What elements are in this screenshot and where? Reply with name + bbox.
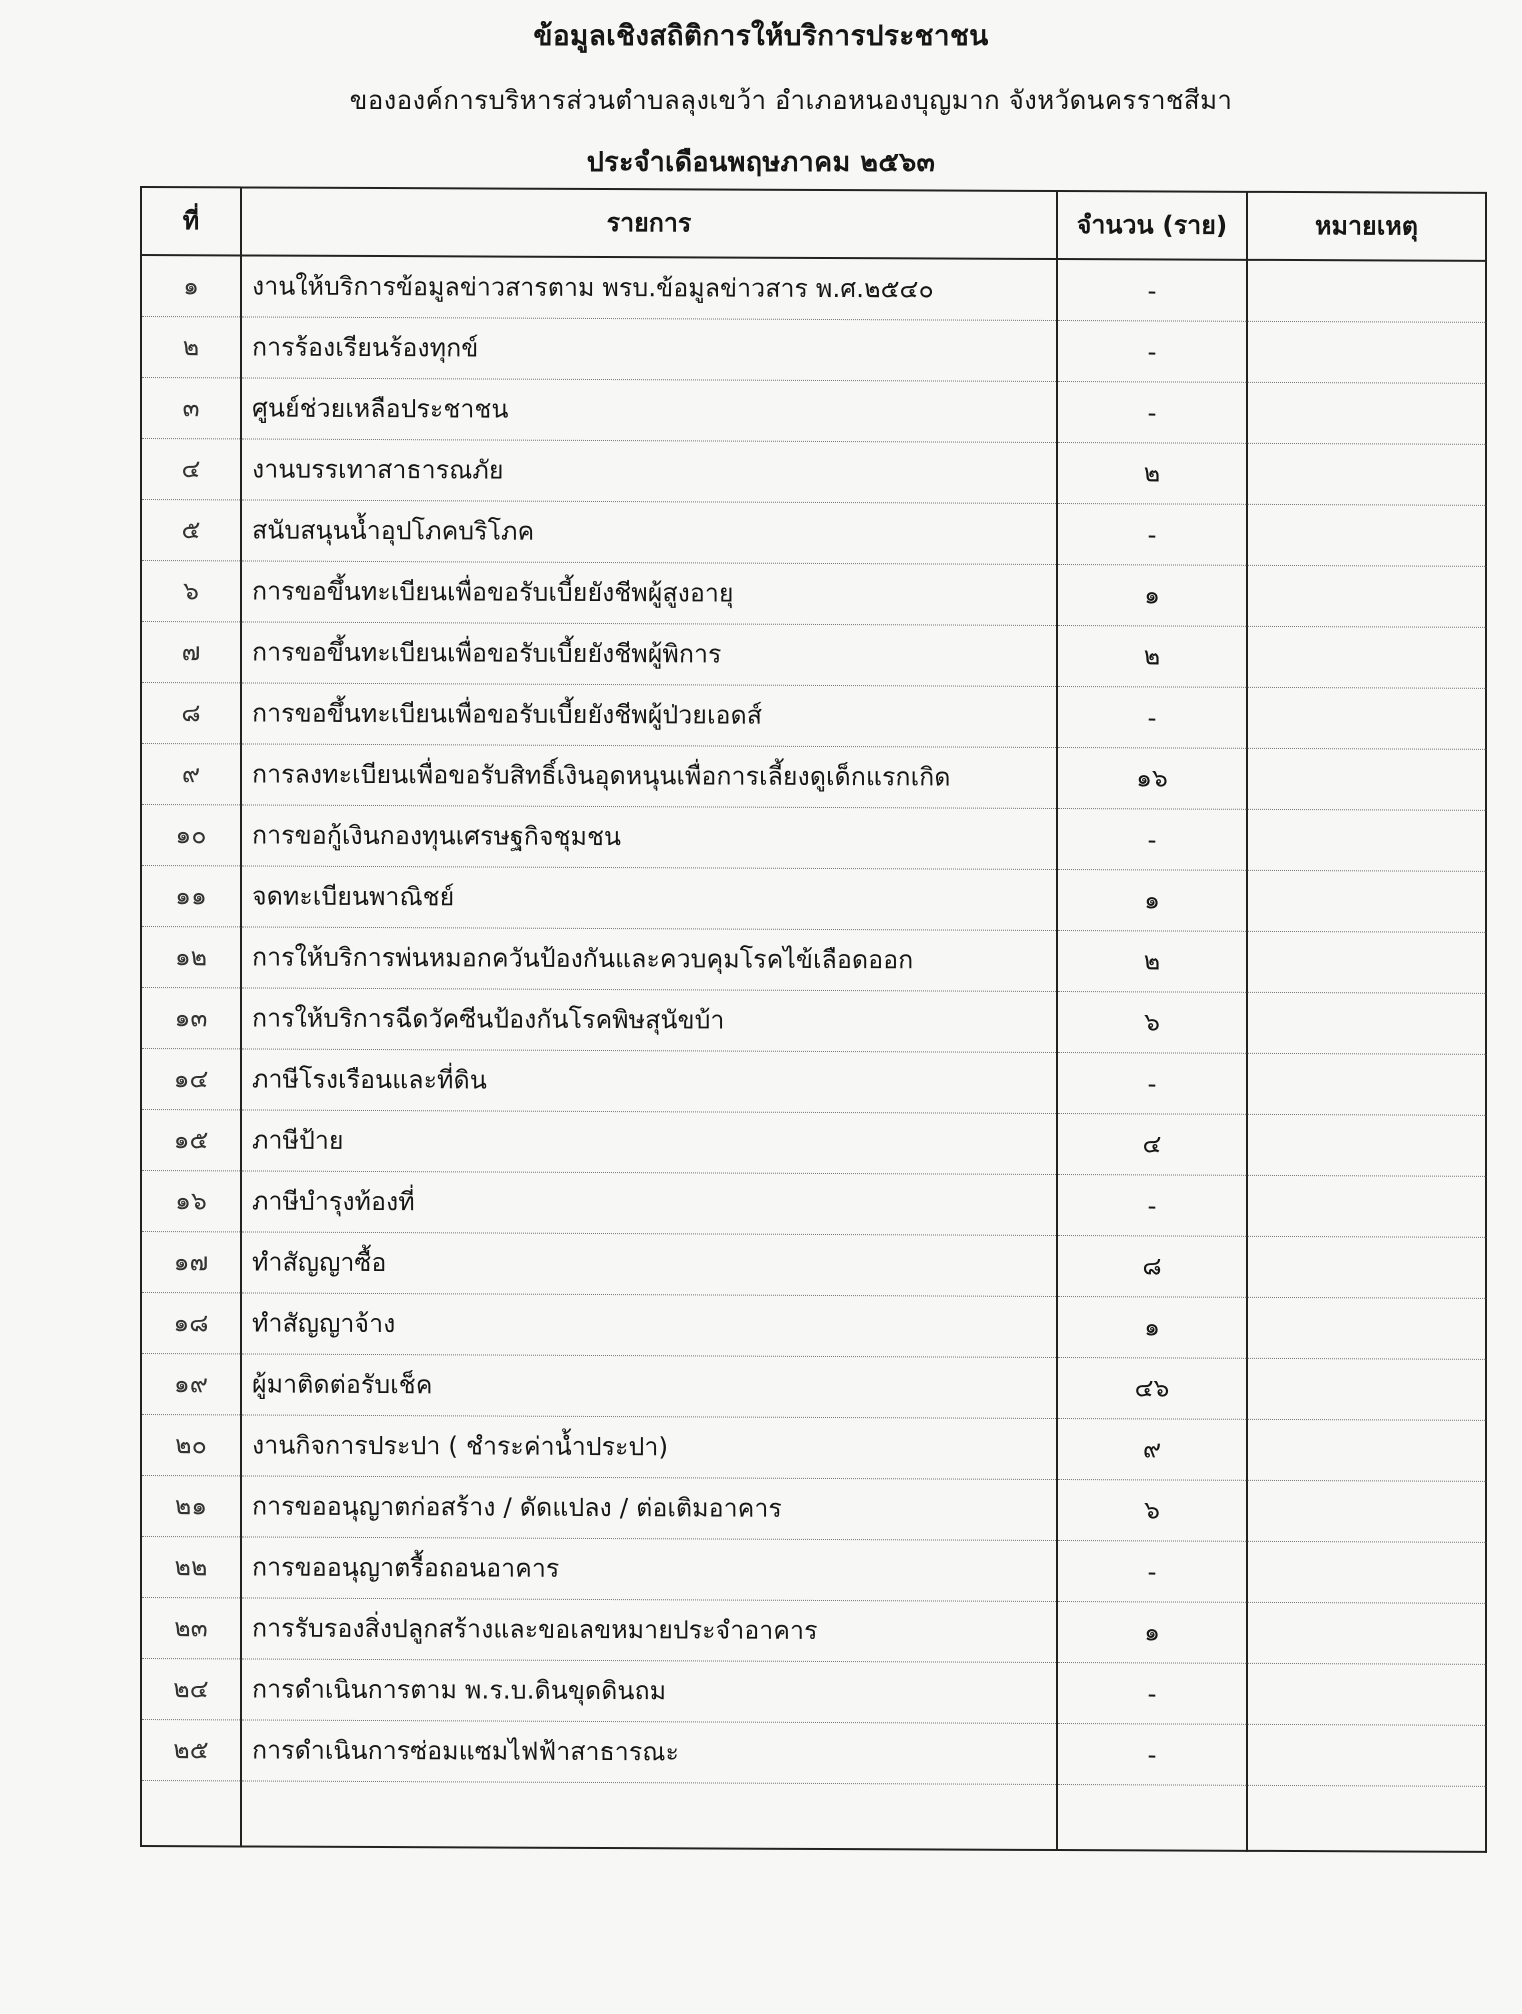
row-number: ๑๓ [141,988,241,1049]
row-item: การให้บริการฉีดวัคซีนป้องกันโรคพิษสุนัขบ้า [241,988,1057,1053]
statistics-table [140,186,1487,1853]
row-item: จดทะเบียนพาณิชย์ [241,866,1057,931]
row-number: ๑๖ [141,1171,241,1232]
row-remark [1247,1053,1486,1115]
row-item: การลงทะเบียนเพื่อขอรับสิทธิ์เงินอุดหนุนเพื่อการเลี้ยงดูเด็กแรกเกิด [241,744,1057,809]
row-remark [1247,992,1486,1054]
row-item: การรับรองสิ่งปลูกสร้างและขอเลขหมายประจำอาคาร [241,1598,1057,1663]
row-number: ๓ [141,378,241,439]
row-item: ทำสัญญาจ้าง [241,1293,1057,1358]
table-row [141,744,1486,811]
period-line: ประจำเดือนพฤษภาคม ๒๕๖๓ [586,147,936,178]
row-item: การขออนุญาตรื้อถอนอาคาร [241,1537,1057,1602]
table-row [141,1415,1486,1482]
row-count: ๖ [1057,992,1247,1054]
row-item: การดำเนินการตาม พ.ร.บ.ดินขุดดินถม [241,1659,1057,1724]
row-remark [1247,1663,1486,1725]
table-row [141,1598,1486,1665]
row-remark [1247,504,1486,566]
table-row [141,622,1486,689]
row-number: ๑๑ [141,866,241,927]
row-remark [1247,1236,1486,1298]
row-item: การขอขึ้นทะเบียนเพื่อขอรับเบี้ยยังชีพผู้พิการ [241,622,1057,687]
row-item: ภาษีป้าย [241,1110,1057,1175]
row-number: ๕ [141,500,241,561]
row-number: ๑๘ [141,1293,241,1354]
row-remark [1247,1297,1486,1359]
empty-cell [141,1781,241,1847]
row-count: ๑ [1057,1297,1247,1359]
row-item: การร้องเรียนร้องทุกข์ [241,317,1057,382]
table-row [141,500,1486,567]
row-number: ๑๒ [141,927,241,988]
row-remark [1247,260,1486,323]
row-remark [1247,321,1486,383]
row-count: - [1057,259,1247,321]
row-number: ๗ [141,622,241,683]
row-remark [1247,1724,1486,1786]
table-row [141,439,1486,506]
row-item: การขอขึ้นทะเบียนเพื่อขอรับเบี้ยยังชีพผู้สูงอายุ [241,561,1057,626]
row-number: ๒๓ [141,1598,241,1659]
table-row [141,1110,1486,1177]
row-remark [1247,1419,1486,1481]
row-remark [1247,626,1486,688]
table-row [141,927,1486,994]
column-header-item: รายการ [241,187,1057,259]
table-header-row [141,187,1486,261]
row-number: ๑๔ [141,1049,241,1110]
column-header-number: ที่ [141,187,241,255]
row-remark [1247,687,1486,749]
row-number: ๑ [141,255,241,317]
row-item: การให้บริการพ่นหมอกควันป้องกันและควบคุมโรคไข้เลือดออก [241,927,1057,992]
row-number: ๘ [141,683,241,744]
row-count: - [1057,504,1247,566]
row-item: การขอขึ้นทะเบียนเพื่อขอรับเบี้ยยังชีพผู้ป่วยเอดส์ [241,683,1057,748]
empty-cell [1247,1785,1486,1852]
row-remark [1247,443,1486,505]
row-count: ๑๖ [1057,748,1247,810]
row-remark [1247,748,1486,810]
table-row [141,1720,1486,1787]
row-number: ๒๔ [141,1659,241,1720]
row-count: - [1057,1724,1247,1786]
row-remark [1247,1114,1486,1176]
table-row [141,683,1486,750]
row-number: ๙ [141,744,241,805]
row-remark [1247,1602,1486,1664]
row-count: - [1057,382,1247,444]
row-count: - [1057,1663,1247,1725]
row-count: ๑ [1057,1602,1247,1664]
row-item: ผู้มาติดต่อรับเช็ค [241,1354,1057,1419]
empty-cell [241,1781,1057,1850]
row-number: ๒๑ [141,1476,241,1537]
row-number: ๒ [141,317,241,378]
table-row [141,988,1486,1055]
row-count: ๒ [1057,626,1247,688]
row-number: ๔ [141,439,241,500]
table-row [141,1049,1486,1116]
table-row [141,255,1486,322]
row-item: การดำเนินการซ่อมแซมไฟฟ้าสาธารณะ [241,1720,1057,1785]
organization-line: ขององค์การบริหารส่วนตำบลลุงเขว้า อำเภอหนองบุญมาก จังหวัดนครราชสีมา [349,86,1233,116]
row-remark [1247,382,1486,444]
row-remark [1247,870,1486,932]
row-count: ๔๖ [1057,1358,1247,1420]
row-item: ทำสัญญาซื้อ [241,1232,1057,1297]
row-item: ภาษีโรงเรือนและที่ดิน [241,1049,1057,1114]
empty-cell [1057,1785,1247,1851]
row-remark [1247,1480,1486,1542]
row-count: ๑ [1057,870,1247,932]
row-remark [1247,1541,1486,1603]
table-row [141,1232,1486,1299]
column-header-remark: หมายเหตุ [1247,192,1486,261]
row-count: - [1057,1541,1247,1603]
row-item: งานกิจการประปา ( ชำระค่าน้ำประปา) [241,1415,1057,1480]
row-item: ภาษีบำรุงท้องที่ [241,1171,1057,1236]
row-remark [1247,931,1486,993]
row-count: ๒ [1057,443,1247,505]
row-number: ๑๐ [141,805,241,866]
row-count: ๔ [1057,1114,1247,1176]
table-row [141,378,1486,445]
row-number: ๑๕ [141,1110,241,1171]
row-count: - [1057,321,1247,383]
table-row [141,866,1486,933]
row-item: สนับสนุนน้ำอุปโภคบริโภค [241,500,1057,565]
table-row [141,317,1486,384]
row-remark [1247,1175,1486,1237]
row-number: ๖ [141,561,241,622]
table-row [141,805,1486,872]
table-row [141,1354,1486,1421]
row-count: ๖ [1057,1480,1247,1542]
row-count: - [1057,809,1247,871]
row-count: ๘ [1057,1236,1247,1298]
row-item: ศูนย์ช่วยเหลือประชาชน [241,378,1057,443]
row-count: ๙ [1057,1419,1247,1481]
row-count: - [1057,1053,1247,1115]
row-number: ๑๙ [141,1354,241,1415]
table-row [141,561,1486,628]
table-row-empty [141,1781,1486,1852]
column-header-count: จำนวน (ราย) [1057,191,1247,260]
row-remark [1247,565,1486,627]
row-item: งานให้บริการข้อมูลข่าวสารตาม พรบ.ข้อมูลข่าวสาร พ.ศ.๒๕๔๐ [241,255,1057,320]
row-number: ๒๒ [141,1537,241,1598]
row-number: ๑๗ [141,1232,241,1293]
row-item: งานบรรเทาสาธารณภัย [241,439,1057,504]
row-count: ๒ [1057,931,1247,993]
row-remark [1247,809,1486,871]
row-item: การขอกู้เงินกองทุนเศรษฐกิจชุมชน [241,805,1057,870]
row-remark [1247,1358,1486,1420]
row-number: ๒๕ [141,1720,241,1781]
table-row [141,1171,1486,1238]
row-count: - [1057,687,1247,749]
table-row [141,1659,1486,1726]
row-number: ๒๐ [141,1415,241,1476]
row-count: ๑ [1057,565,1247,627]
table-row [141,1537,1486,1604]
row-count: - [1057,1175,1247,1237]
document-title: ข้อมูลเชิงสถิติการให้บริการประชาชน [533,19,989,52]
row-item: การขออนุญาตก่อสร้าง / ดัดแปลง / ต่อเติมอาคาร [241,1476,1057,1541]
table-row [141,1293,1486,1360]
table-row [141,1476,1486,1543]
